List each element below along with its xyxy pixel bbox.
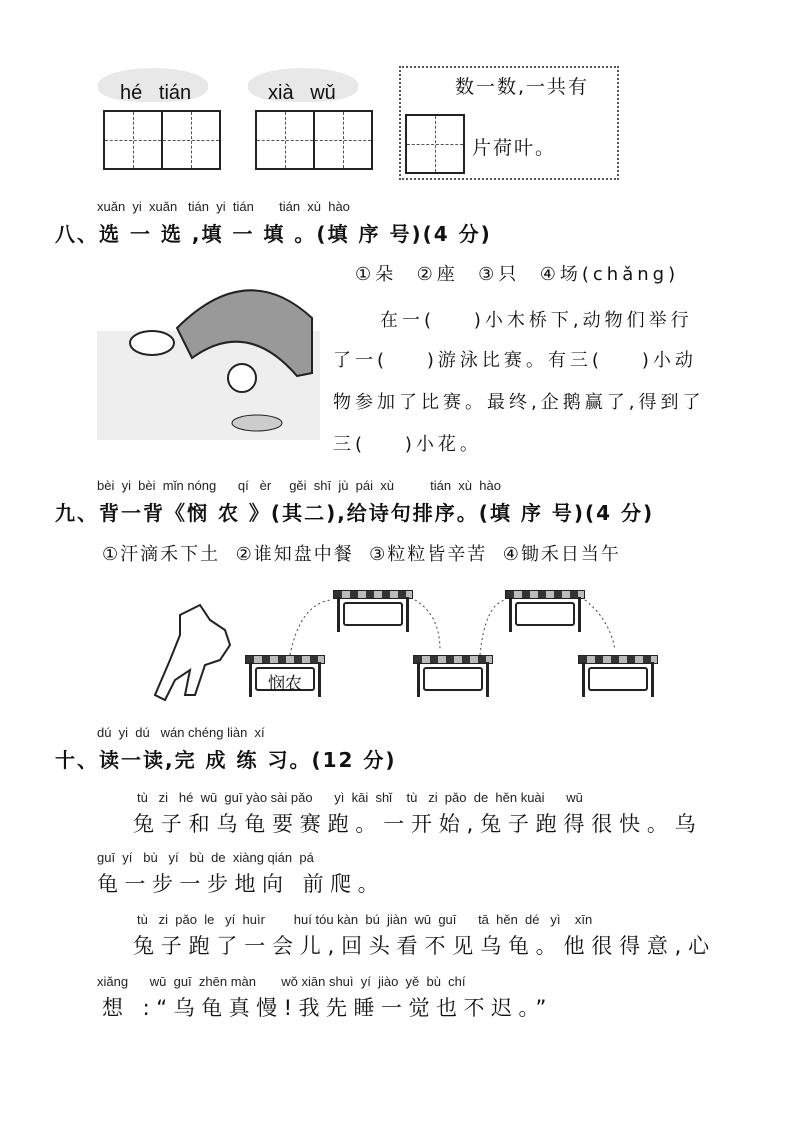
passage-line: 兔子跑了一会儿,回头看不见乌龟。他很得意,心 (133, 934, 716, 958)
section8-options: ①朵 ②座 ③只 ④场(chǎng) (355, 264, 680, 285)
hurdle-1-label: 悯农 (268, 674, 302, 694)
hurdle-1 (245, 655, 325, 697)
word1-writing-grid[interactable] (103, 110, 221, 170)
jump-arrows (280, 595, 640, 660)
section10-pinyin: dú yi dú wán chéng liàn xí (97, 725, 265, 740)
section8-line: 在一( )小木桥下,动物们举行 (380, 310, 693, 331)
passage-line: 龟一步一步地向 前爬。 (97, 872, 386, 896)
passage-pinyin: xiǎng wū guī zhēn màn wǒ xiān shuì yí jiào yě bù chí (97, 974, 466, 989)
passage-pinyin: tù zi pǎo le yí huìr huí tóu kàn bú jiàn wū guī tā hěn dé yì xīn (137, 912, 593, 927)
hurdle-3[interactable] (413, 655, 493, 697)
word1-pinyin: hé tián (120, 82, 192, 104)
section8-line: 物参加了比赛。最终,企鹅赢了,得到了 (333, 392, 705, 413)
count-prompt: 数一数,一共有 (455, 76, 590, 98)
hurdle-5[interactable] (578, 655, 658, 697)
passage-pinyin: tù zi hé wū guī yào sài pǎo yì kāi shǐ tù zi pǎo de hěn kuài wū (137, 790, 583, 805)
section8-line: 三( )小花。 (333, 434, 482, 455)
passage-line: 兔子和乌龟要赛跑。一开始,兔子跑得很快。乌 (133, 812, 703, 836)
passage-line: 想 :“乌龟真慢!我先睡一觉也不迟。” (102, 996, 553, 1020)
word2-pinyin: xià wǔ (268, 82, 336, 104)
count-suffix: 片荷叶。 (472, 137, 557, 159)
bridge-illustration (97, 258, 320, 440)
section8-heading: 八、选 一 选 ,填 一 填 。(填 序 号)(4 分) (55, 222, 492, 246)
passage-pinyin: guī yí bù yí bù de xiàng qián pá (97, 850, 314, 865)
word2-writing-grid[interactable] (255, 110, 373, 170)
count-answer-grid[interactable] (405, 114, 465, 174)
section9-options: ①汗滴禾下土 ②谁知盘中餐 ③粒粒皆辛苦 ④锄禾日当午 (102, 544, 621, 565)
horse-illustration (150, 600, 245, 710)
section10-heading: 十、读一读,完 成 练 习。(12 分) (55, 748, 397, 772)
section9-heading: 九、背一背《悯 农 》(其二),给诗句排序。(填 序 号)(4 分) (55, 501, 655, 525)
section9-pinyin: bèi yi bèi mǐn nóng qí èr gěi shī jù pái xù tián xù hào (97, 478, 501, 493)
section8-line: 了一( )游泳比赛。有三( )小动 (333, 350, 697, 371)
section8-pinyin: xuǎn yi xuǎn tián yi tián tián xù hào (97, 199, 350, 214)
